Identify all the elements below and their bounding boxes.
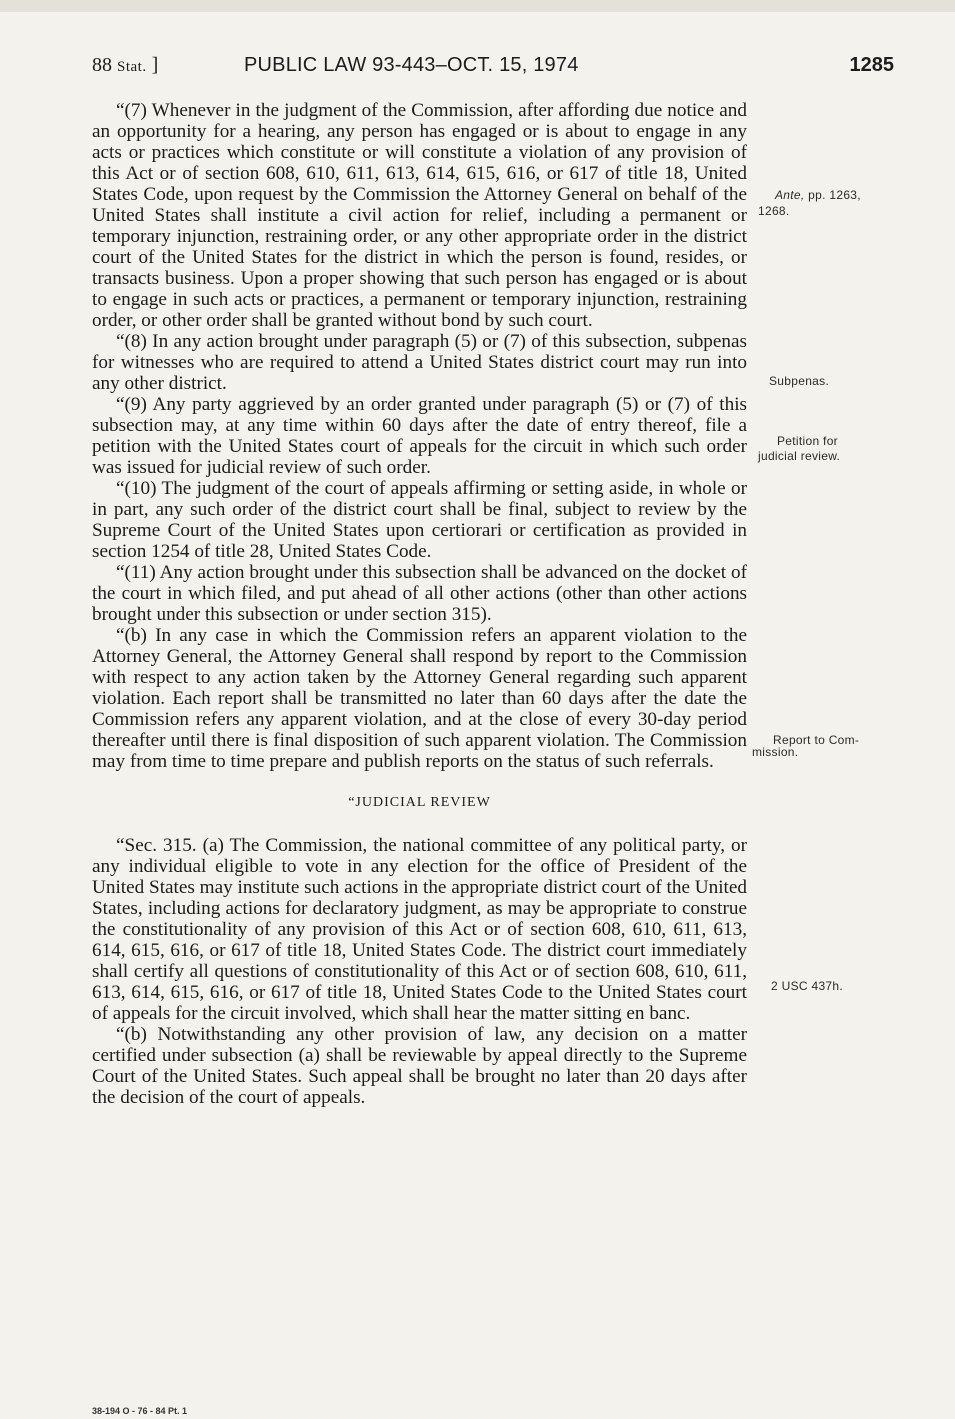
paragraph-8: “(8) In any action brought under paragraph (5) or (7) of this subsection, subpenas for witnesses who are required to attend a United States district court may run into any other district. [92,331,747,394]
margin-note-petition-1: Petition for [777,434,838,448]
paragraph-7: “(7) Whenever in the judgment of the Commission, after affording due notice and an opportunity for a hearing, any person has engaged or is about to engage in any acts or practices which constitute or will constitute a violation of any provision of this Act or of section 608, 610, 611, 613, 614, 615, 616, or 617 of title 18, United States Code, upon request by the Commission the Attorney General on behalf of the United States shall institute a civil action for relief, including a permanent or temporary injunction, restraining order, or any other appropriate order in the district court of the United States for the district in which the person is found, resides, or transacts business. Upon a proper showing that such person has engaged or is about to engage in such acts or practices, a permanent or temporary injunction, restraining order, or other order shall be granted without bond by such court. [92,100,747,331]
header-bracket: ] [151,54,159,76]
section-315-a: “Sec. 315. (a) The Commission, the national committee of any political party, or any individual eligible to vote in any election for the office of President of the United States may institute such actions in the appropriate district court of the United States, including actions for declaratory judgment, as may be appropriate to construe the constitutionality of any provision of this Act or of section 608, 610, 611, 613, 614, 615, 616, or 617 of title 18, United States Code. The district court immediately shall certify all questions of constitutionality of this Act or of section 608, 610, 611, 613, 614, 615, 616, or 617 of title 18, United States Code to the United States court of appeals for the circuit involved, which shall hear the matter sitting en banc. [92,835,747,1024]
scan-edge [0,0,955,12]
statute-word: Stat. [117,59,147,75]
paragraph-11: “(11) Any action brought under this subsection shall be advanced on the docket of the court in which filed, and put ahead of all other actions (other than other actions brought under this subsection or under section 315). [92,562,747,625]
margin-note-subpenas: Subpenas. [769,374,830,388]
running-title: PUBLIC LAW 93-443–OCT. 15, 1974 [244,54,579,76]
margin-note-ante-cont: 1268. [758,204,790,218]
page-number: 1285 [849,54,894,76]
ante-pages: pp. 1263, [808,188,861,202]
paragraph-10: “(10) The judgment of the court of appeals affirming or setting aside, in whole or in part, any such order of the district court shall be final, subject to review by the Supreme Court of the United States upon certiorari or certification as provided in section 1254 of title 28, United States Code. [92,478,747,562]
margin-note-usc: 2 USC 437h. [771,979,844,993]
margin-note-report-2: mission. [752,745,799,759]
paragraph-b: “(b) In any case in which the Commission refers an apparent violation to the Attorney General, the Attorney General shall respond by report to the Commission with respect to any action taken by the Attorney General regarding such apparent violation. Each report shall be transmitted no later than 60 days after the date the Commission refers any apparent violation, and at the close of every 30-day period thereafter until there is final disposition of such apparent violation. The Commission may from time to time prepare and publish reports on the status of such referrals. [92,625,747,772]
ante-word: Ante, [775,188,805,202]
page-header [92,54,894,84]
paragraph-9: “(9) Any party aggrieved by an order granted under paragraph (5) or (7) of this subsection may, at any time within 60 days after the date of entry thereof, file a petition with the United States court of appeals for the circuit in which such order was issued for judicial review of such order. [92,394,747,478]
margin-note-report-1: Report to Com- [773,733,860,747]
section-heading: “JUDICIAL REVIEW [348,795,491,810]
statute-volume: 88 [92,54,112,76]
print-code: 38-194 O - 76 - 84 Pt. 1 [92,1406,188,1416]
body-text [92,100,747,1108]
statute-reference [92,54,158,77]
section-315-b: “(b) Notwithstanding any other provision of law, any decision on a matter certified under subsection (a) shall be reviewable by appeal directly to the Supreme Court of the United States. Such appeal shall be brought no later than 20 days after the decision of the court of appeals. [92,1024,747,1108]
margin-note-ante [775,188,861,202]
margin-note-petition-2: judicial review. [758,449,841,463]
